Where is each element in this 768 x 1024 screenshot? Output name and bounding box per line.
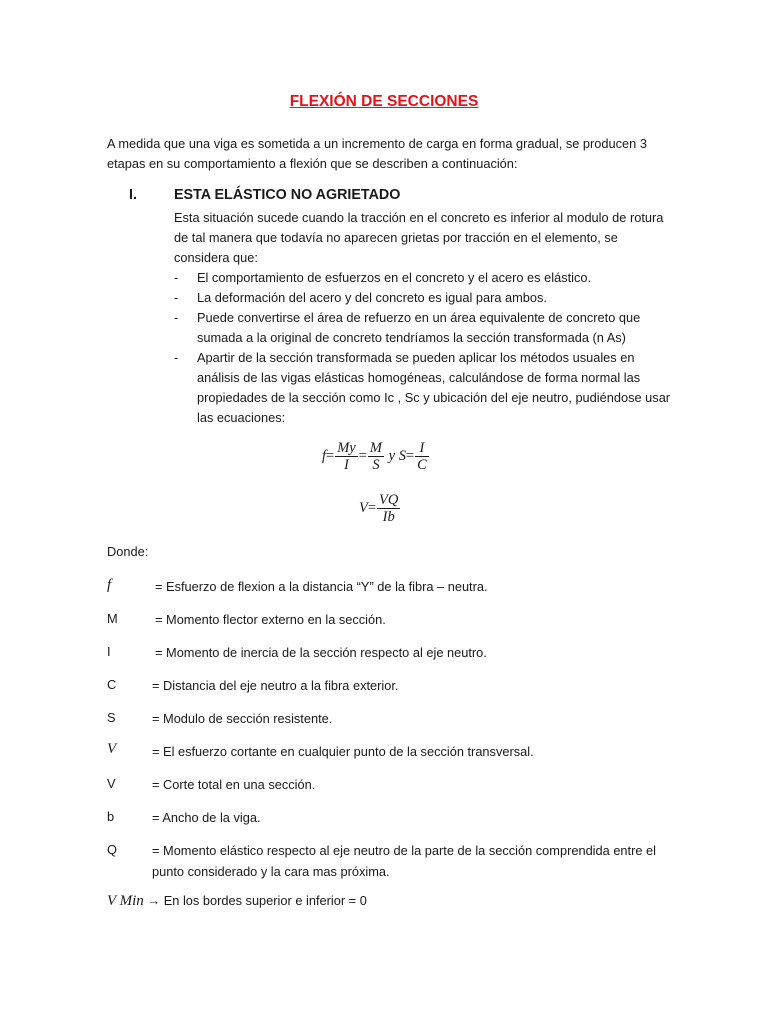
vmin-line xyxy=(107,893,367,910)
definition-text: = Ancho de la viga. xyxy=(152,810,261,825)
vmin-text: En los bordes superior e inferior = 0 xyxy=(163,893,367,908)
definition-text: = El esfuerzo cortante en cualquier punto de la sección transversal. xyxy=(152,744,534,759)
bullet-dash: - xyxy=(174,350,179,365)
definition-symbol: V xyxy=(107,776,116,791)
definition-text: = Esfuerzo de flexion a la distancia “Y” de la fibra – neutra. xyxy=(155,579,488,594)
equation-shear: V= $\frac{VQ}{Ib}$ xyxy=(359,492,399,525)
definition-symbol: C xyxy=(107,677,117,692)
definition-symbol: I xyxy=(107,644,111,659)
definition-symbol: b xyxy=(107,809,115,824)
definition-symbol: Q xyxy=(107,842,117,857)
bullet-dash: - xyxy=(174,310,179,325)
list-item: - La deformación del acero y del concreto es igual para ambos. xyxy=(174,288,674,308)
definition-text: = Modulo de sección resistente. xyxy=(152,711,333,726)
definition-text: = Distancia del eje neutro a la fibra exterior. xyxy=(152,678,399,693)
vmin-symbol: V Min xyxy=(107,893,144,909)
list-item: - Puede convertirse el área de refuerzo en un área equivalente de concreto que sumada a la original de concreto tendríamos la sección transformada (n As) xyxy=(174,310,641,345)
bullet-dash: - xyxy=(174,290,179,305)
equation-flexion: f= $\frac{My}{I}$ = $\frac{M}{S}$ y S= $\frac{I}{C}$ xyxy=(322,440,427,473)
list-item: - El comportamiento de esfuerzos en el concreto y el acero es elástico. xyxy=(174,268,674,288)
definition-text: = Momento de inercia de la sección respecto al eje neutro. xyxy=(155,645,487,660)
section-heading-text: ESTA ELÁSTICO NO AGRIETADO xyxy=(174,187,401,203)
list-item: - Apartir de la sección transformada se pueden aplicar los métodos usuales en análisis de las vigas elásticas homogéneas, calculándose de forma normal las propiedades de la sección como Ic , Sc y ubicación del eje neutro, pudiéndose usar las ecuaciones: xyxy=(174,350,671,425)
definition-text: = Momento elástico respecto al eje neutro de la parte de la sección comprendida entre el punto considerado y la cara mas próxima. xyxy=(152,843,656,879)
section-paragraph: Esta situación sucede cuando la tracción en el concreto es inferior al modulo de rotura de tal manera que todavía no aparecen grietas por tracción en el elemento, se considera que: xyxy=(174,210,664,265)
donde-label: Donde: xyxy=(107,544,149,559)
bullet-dash: - xyxy=(174,270,179,285)
definition-symbol: f xyxy=(107,577,112,593)
intro-paragraph: A medida que una viga es sometida a un incremento de carga en forma gradual, se producen 3 etapas en su comportamiento a flexión que se describen a continuación: xyxy=(107,136,647,171)
definition-text: = Momento flector externo en la sección. xyxy=(155,612,386,627)
arrow-icon: → xyxy=(147,893,161,908)
definition-symbol: S xyxy=(107,710,116,725)
definition-symbol: M xyxy=(107,611,118,626)
definition-symbol: V xyxy=(107,741,117,757)
section-heading xyxy=(129,187,400,203)
section-number: I. xyxy=(129,187,137,203)
definition-text: = Corte total en una sección. xyxy=(152,777,316,792)
bullet-list xyxy=(174,268,674,428)
document-title: FLEXIÓN DE SECCIONES xyxy=(289,93,479,110)
